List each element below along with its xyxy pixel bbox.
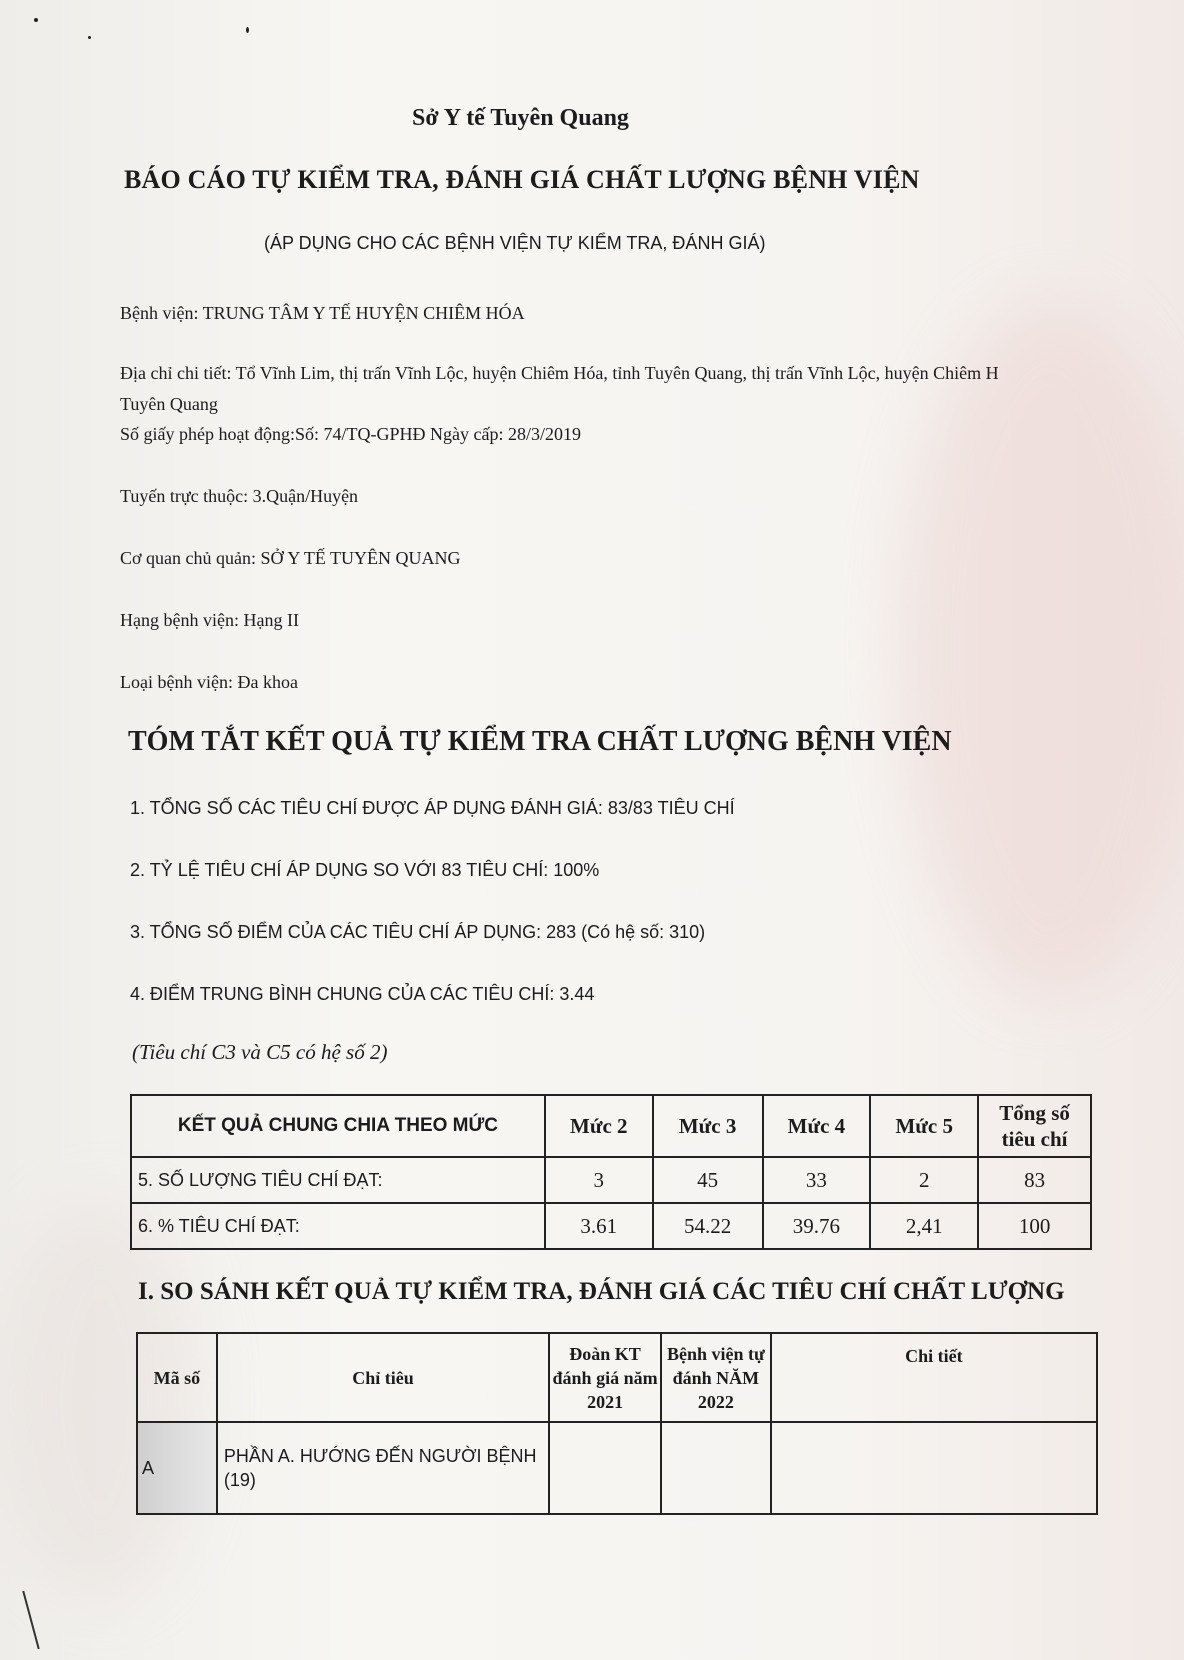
- results-header-level-5: Mức 5: [870, 1095, 978, 1157]
- cell-value: 54.22: [653, 1203, 763, 1249]
- license-number: Số giấy phép hoạt động:Số: 74/TQ-GPHĐ Ngày cấp: 28/3/2019: [120, 424, 581, 444]
- report-title: BÁO CÁO TỰ KIỂM TRA, ĐÁNH GIÁ CHẤT LƯỢNG BỆNH VIỆN: [124, 165, 920, 194]
- cell-value: 45: [653, 1157, 763, 1203]
- header-code: Mã số: [137, 1333, 217, 1422]
- row-details: [771, 1422, 1097, 1514]
- row-inspection-value: [549, 1422, 661, 1514]
- report-subtitle: (ÁP DỤNG CHO CÁC BỆNH VIỆN TỰ KIỂM TRA, ĐÁNH GIÁ): [264, 233, 766, 253]
- summary-item: 3. TỔNG SỐ ĐIỂM CỦA CÁC TIÊU CHÍ ÁP DỤNG: 283 (Có hệ số: 310): [130, 922, 706, 942]
- comparison-header-row: [137, 1333, 1097, 1422]
- affiliation-level: Tuyến trực thuộc: 3.Quận/Huyện: [120, 486, 359, 506]
- cell-value: 100: [978, 1203, 1091, 1249]
- results-header-row: [131, 1095, 1091, 1157]
- row-criteria: PHẦN A. HƯỚNG ĐẾN NGƯỜI BỆNH (19): [217, 1422, 549, 1514]
- address-line-1: Địa chỉ chi tiết: Tổ Vĩnh Lim, thị trấn Vĩnh Lộc, huyện Chiêm Hóa, tỉnh Tuyên Quang, thị trấn Vĩnh Lộc, huyện Chiêm H: [120, 363, 999, 383]
- header-details: Chi tiết: [771, 1333, 1097, 1422]
- managing-agency: Cơ quan chủ quản: SỞ Y TẾ TUYÊN QUANG: [120, 548, 461, 568]
- header-inspection-2021: Đoàn KT đánh giá năm 2021: [549, 1333, 661, 1422]
- summary-title: TÓM TẮT KẾT QUẢ TỰ KIỂM TRA CHẤT LƯỢNG BỆNH VIỆN: [128, 726, 952, 757]
- cell-value: 33: [763, 1157, 871, 1203]
- paper-stain: [900, 300, 1184, 1000]
- header-criteria: Chỉ tiêu: [217, 1333, 549, 1422]
- summary-item: 4. ĐIỂM TRUNG BÌNH CHUNG CỦA CÁC TIÊU CHÍ: 3.44: [130, 984, 595, 1004]
- comparison-table: [136, 1332, 1098, 1515]
- summary-item: 2. TỶ LỆ TIÊU CHÍ ÁP DỤNG SO VỚI 83 TIÊU CHÍ: 100%: [130, 860, 600, 880]
- table-row: [131, 1157, 1091, 1203]
- speck-mark: [34, 18, 38, 22]
- edge-mark: [22, 1591, 39, 1649]
- cell-value: 83: [978, 1157, 1091, 1203]
- comparison-title: I. SO SÁNH KẾT QUẢ TỰ KIỂM TRA, ĐÁNH GIÁ CÁC TIÊU CHÍ CHẤT LƯỢNG: [138, 1278, 1065, 1305]
- department-name: Sở Y tế Tuyên Quang: [412, 105, 629, 131]
- header-self-assessment-2022: Bệnh viện tự đánh NĂM 2022: [661, 1333, 771, 1422]
- coefficient-note: (Tiêu chí C3 và C5 có hệ số 2): [132, 1040, 388, 1064]
- results-header-level-3: Mức 3: [653, 1095, 763, 1157]
- table-row: [131, 1203, 1091, 1249]
- hospital-name: Bệnh viện: TRUNG TÂM Y TẾ HUYỆN CHIÊM HÓA: [120, 303, 525, 323]
- cell-value: 3: [545, 1157, 653, 1203]
- results-header-total: Tổng số tiêu chí: [978, 1095, 1091, 1157]
- hospital-type: Loại bệnh viện: Đa khoa: [120, 672, 298, 692]
- results-header-label: KẾT QUẢ CHUNG CHIA THEO MỨC: [131, 1095, 545, 1157]
- address-line-2: Tuyên Quang: [120, 394, 218, 414]
- table-row: [137, 1422, 1097, 1514]
- speck-mark: [88, 36, 91, 39]
- summary-item: 1. TỔNG SỐ CÁC TIÊU CHÍ ĐƯỢC ÁP DỤNG ĐÁNH GIÁ: 83/83 TIÊU CHÍ: [130, 798, 735, 818]
- row-self-assessment-value: [661, 1422, 771, 1514]
- row-label: 6. % TIÊU CHÍ ĐẠT:: [131, 1203, 545, 1249]
- row-label: 5. SỐ LƯỢNG TIÊU CHÍ ĐẠT:: [131, 1157, 545, 1203]
- results-table: [130, 1094, 1092, 1250]
- results-header-level-2: Mức 2: [545, 1095, 653, 1157]
- cell-value: 3.61: [545, 1203, 653, 1249]
- speck-mark: [246, 27, 249, 33]
- hospital-rank: Hạng bệnh viện: Hạng II: [120, 610, 299, 630]
- results-header-level-4: Mức 4: [763, 1095, 871, 1157]
- cell-value: 39.76: [763, 1203, 871, 1249]
- cell-value: 2: [870, 1157, 978, 1203]
- cell-value: 2,41: [870, 1203, 978, 1249]
- row-code: A: [137, 1422, 217, 1514]
